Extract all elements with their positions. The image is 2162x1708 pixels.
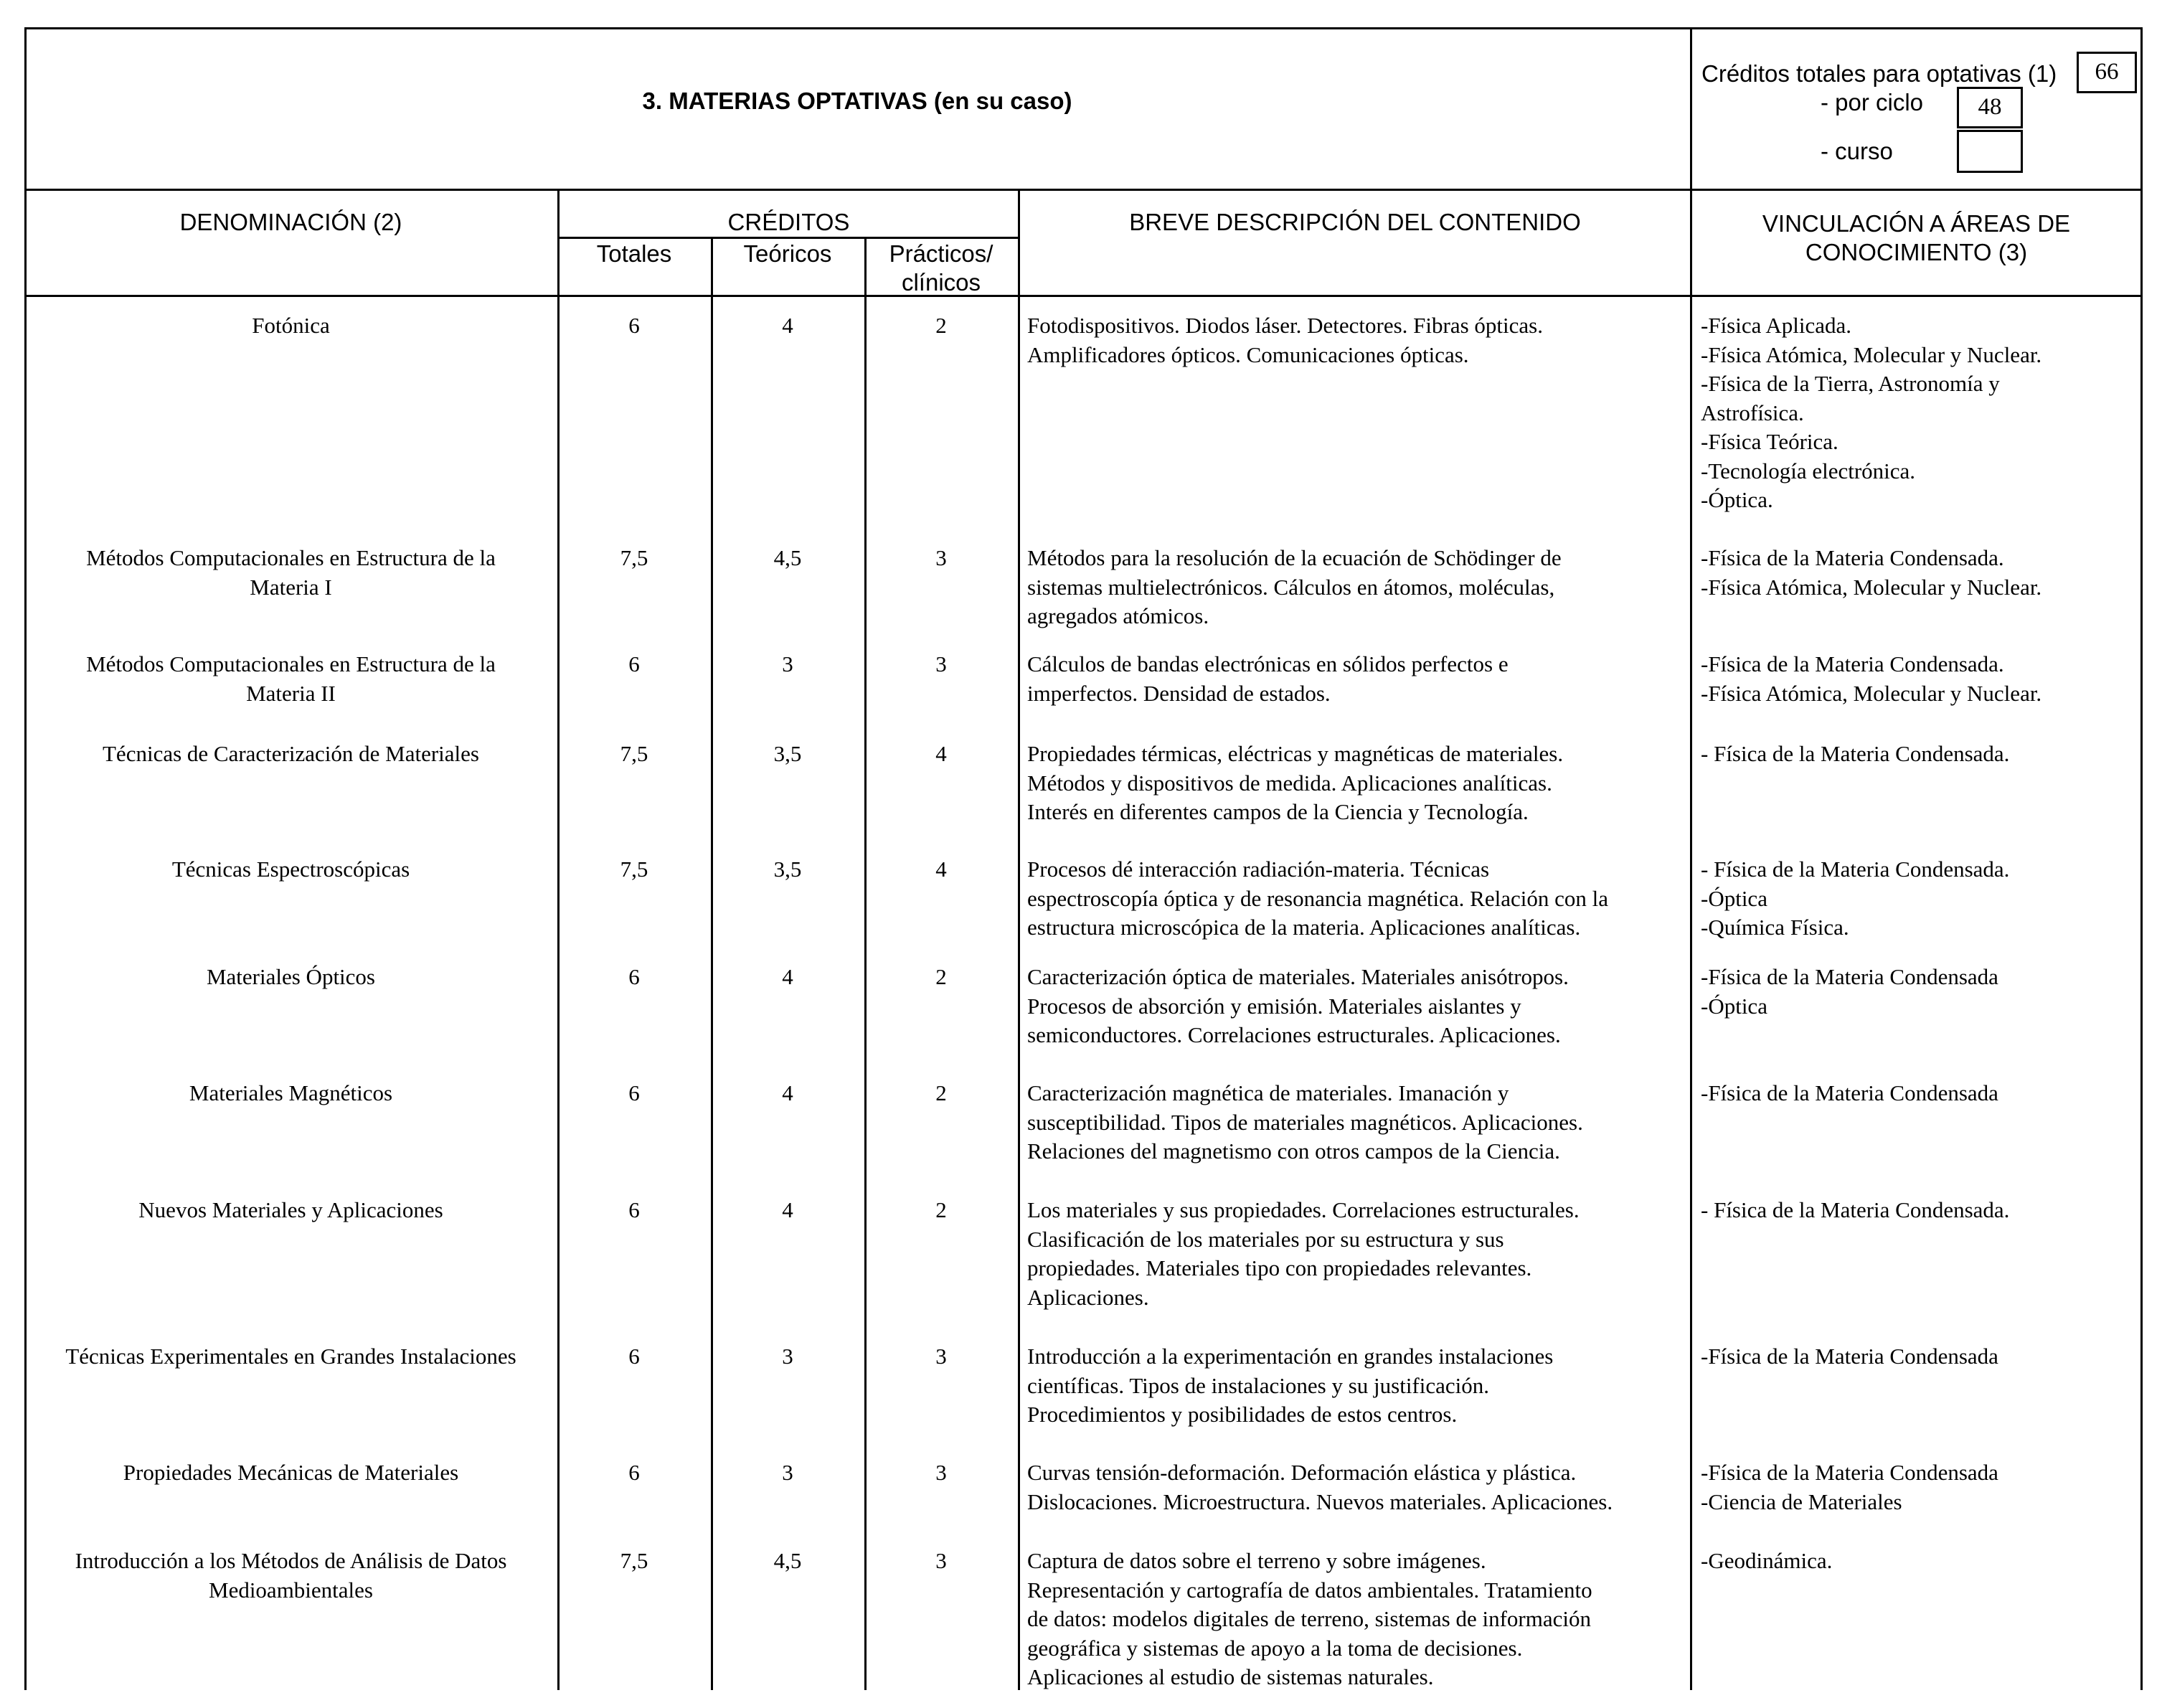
description-line: Propiedades térmicas, eléctricas y magnéticas de materiales. <box>1027 741 1564 766</box>
credits-practicos: 3 <box>935 1548 947 1573</box>
description-line: Cálculos de bandas electrónicas en sólidos perfectos e <box>1027 651 1509 676</box>
subject-name: Medioambientales <box>209 1577 373 1603</box>
subject-name: Materia II <box>246 680 336 706</box>
credits-practicos: 3 <box>935 545 947 570</box>
subject-name: Materiales Magnéticos <box>189 1080 393 1105</box>
credits-totales: 6 <box>628 964 640 989</box>
description-line: Caracterización óptica de materiales. Materiales anisótropos. <box>1027 964 1569 989</box>
subject-name: Técnicas de Caracterización de Materiales <box>103 741 479 766</box>
description-line: Introducción a la experimentación en grandes instalaciones <box>1027 1344 1554 1369</box>
area-line: -Física Aplicada. <box>1701 313 1852 338</box>
credits-totales: 6 <box>628 651 640 676</box>
credits-practicos: 2 <box>935 313 947 338</box>
area-line: - Física de la Materia Condensada. <box>1701 857 2010 882</box>
area-line: -Física Atómica, Molecular y Nuclear. <box>1701 341 2042 367</box>
area-line: -Física de la Materia Condensada <box>1701 1460 1998 1485</box>
area-line: -Física Atómica, Molecular y Nuclear. <box>1701 680 2042 706</box>
area-line: -Óptica <box>1701 885 1767 911</box>
description-line: Procedimientos y posibilidades de estos centros. <box>1027 1402 1458 1427</box>
credits-totales: 6 <box>628 313 640 338</box>
subject-name: Técnicas Espectroscópicas <box>171 857 410 882</box>
description-line: Dislocaciones. Microestructura. Nuevos materiales. Aplicaciones. <box>1027 1488 1613 1514</box>
per-cycle-box: 48 <box>1957 87 2023 128</box>
credits-teoricos: 3,5 <box>773 857 802 882</box>
description-line: Métodos y dispositivos de medida. Aplicaciones analíticas. <box>1027 770 1552 796</box>
subject-name: Métodos Computacionales en Estructura de la <box>86 545 496 570</box>
credits-teoricos: 3 <box>782 1344 793 1369</box>
description-line: propiedades. Materiales tipo con propiedades relevantes. <box>1027 1255 1532 1280</box>
credits-practicos: 2 <box>935 1197 947 1222</box>
description-line: imperfectos. Densidad de estados. <box>1027 680 1331 706</box>
credits-totales: 6 <box>628 1344 640 1369</box>
subject-name: Materiales Ópticos <box>206 964 375 989</box>
description-line: agregados atómicos. <box>1027 603 1209 628</box>
credits-totales: 7,5 <box>620 857 648 882</box>
description-line: semiconductores. Correlaciones estructurales. Aplicaciones. <box>1027 1022 1561 1047</box>
subject-name: Fotónica <box>252 313 330 338</box>
title-right-divider <box>1690 27 1692 1690</box>
col-divider-practicos <box>1018 189 1020 1690</box>
area-line: -Física de la Materia Condensada <box>1701 1344 1998 1369</box>
area-line: -Física Atómica, Molecular y Nuclear. <box>1701 574 2042 600</box>
title-row-bottom-border <box>24 189 2143 191</box>
area-line: -Física de la Materia Condensada <box>1701 1080 1998 1105</box>
credits-teoricos: 3,5 <box>773 741 802 766</box>
credits-teoricos: 3 <box>782 1460 793 1485</box>
credits-totales: 6 <box>628 1197 640 1222</box>
header-creditos: CRÉDITOS <box>727 209 850 235</box>
description-line: Fotodispositivos. Diodos láser. Detectores. Fibras ópticas. <box>1027 313 1543 338</box>
credits-total-box: 66 <box>2077 52 2137 93</box>
credits-teoricos: 4,5 <box>773 545 802 570</box>
subject-name: Técnicas Experimentales en Grandes Instalaciones <box>65 1344 516 1369</box>
subject-name: Propiedades Mecánicas de Materiales <box>123 1460 459 1485</box>
subject-name: Introducción a los Métodos de Análisis de Datos <box>75 1548 507 1573</box>
area-line: -Química Física. <box>1701 915 1849 940</box>
header-practicos-line2: clínicos <box>901 269 981 296</box>
area-line: -Geodinámica. <box>1701 1548 1833 1573</box>
credits-practicos: 2 <box>935 964 947 989</box>
header-row-bottom-border <box>24 295 2143 297</box>
header-totales: Totales <box>596 240 672 267</box>
credits-totales: 7,5 <box>620 741 648 766</box>
description-line: geográfica y sistemas de apoyo a la toma de decisiones. <box>1027 1635 1523 1661</box>
description-line: Captura de datos sobre el terreno y sobre imágenes. <box>1027 1548 1486 1573</box>
section-title: 3. MATERIAS OPTATIVAS (en su caso) <box>642 88 1072 114</box>
credits-practicos: 2 <box>935 1080 947 1105</box>
header-practicos <box>864 240 1018 297</box>
description-line: estructura microscópica de la materia. Aplicaciones analíticas. <box>1027 915 1581 940</box>
subject-name: Materia I <box>250 574 332 600</box>
credits-total-label: Créditos totales para optativas (1) <box>1701 60 2057 87</box>
credits-totales: 6 <box>628 1460 640 1485</box>
credits-teoricos: 4 <box>782 1197 793 1222</box>
table-right-border <box>2140 27 2143 1690</box>
description-line: científicas. Tipos de instalaciones y su justificación. <box>1027 1372 1490 1398</box>
header-vinculacion <box>1692 209 2140 267</box>
header-denominacion: DENOMINACIÓN (2) <box>179 209 402 235</box>
per-cycle-label: - por ciclo <box>1821 89 1924 115</box>
area-line: -Física Teórica. <box>1701 429 1838 454</box>
description-line: sistemas multielectrónicos. Cálculos en átomos, moléculas, <box>1027 574 1555 600</box>
description-line: Caracterización magnética de materiales. Imanación y <box>1027 1080 1509 1105</box>
credits-practicos: 3 <box>935 1344 947 1369</box>
area-line: - Física de la Materia Condensada. <box>1701 1197 2010 1222</box>
description-line: Procesos dé interacción radiación-materia. Técnicas <box>1027 857 1490 882</box>
description-line: Procesos de absorción y emisión. Materiales aislantes y <box>1027 993 1521 1019</box>
area-line: -Óptica. <box>1701 487 1773 512</box>
subject-name: Métodos Computacionales en Estructura de la <box>86 651 496 676</box>
table-top-border <box>24 27 2143 29</box>
area-line: -Física de la Materia Condensada. <box>1701 651 2004 676</box>
description-line: Aplicaciones. <box>1027 1284 1149 1310</box>
description-line: Los materiales y sus propiedades. Correlaciones estructurales. <box>1027 1197 1580 1222</box>
description-line: susceptibilidad. Tipos de materiales magnéticos. Aplicaciones. <box>1027 1109 1583 1135</box>
area-line: Astrofísica. <box>1701 400 1804 425</box>
credits-totales: 7,5 <box>620 545 648 570</box>
header-vinculacion-line1: VINCULACIÓN A ÁREAS DE <box>1762 210 2071 237</box>
area-line: -Ciencia de Materiales <box>1701 1488 1902 1514</box>
credits-practicos: 3 <box>935 1460 947 1485</box>
area-line: -Física de la Tierra, Astronomía y <box>1701 371 2000 396</box>
credits-teoricos: 4 <box>782 964 793 989</box>
description-line: Aplicaciones al estudio de sistemas naturales. <box>1027 1664 1434 1689</box>
description-line: de datos: modelos digitales de terreno, sistemas de información <box>1027 1606 1591 1631</box>
per-course-box <box>1957 130 2023 173</box>
header-teoricos: Teóricos <box>743 240 832 267</box>
area-line: -Física de la Materia Condensada. <box>1701 545 2004 570</box>
credits-practicos: 4 <box>935 857 947 882</box>
description-line: Relaciones del magnetismo con otros campos de la Ciencia. <box>1027 1138 1560 1164</box>
subject-name: Nuevos Materiales y Aplicaciones <box>138 1197 443 1222</box>
credits-practicos: 4 <box>935 741 947 766</box>
area-line: - Física de la Materia Condensada. <box>1701 741 2010 766</box>
description-line: Clasificación de los materiales por su estructura y sus <box>1027 1226 1504 1252</box>
credits-totales: 6 <box>628 1080 640 1105</box>
per-course-label: - curso <box>1821 138 1893 164</box>
creditos-subheader-line <box>557 237 1020 239</box>
description-line: Interés en diferentes campos de la Ciencia y Tecnología. <box>1027 799 1529 824</box>
area-line: -Tecnología electrónica. <box>1701 458 1916 483</box>
area-line: -Física de la Materia Condensada <box>1701 964 1998 989</box>
header-practicos-line1: Prácticos/ <box>889 240 993 267</box>
header-vinculacion-line2: CONOCIMIENTO (3) <box>1805 239 2028 265</box>
description-line: Métodos para la resolución de la ecuación de Schödinger de <box>1027 545 1562 570</box>
area-line: -Óptica <box>1701 993 1767 1019</box>
credits-teoricos: 4 <box>782 1080 793 1105</box>
description-line: Amplificadores ópticos. Comunicaciones ópticas. <box>1027 341 1469 367</box>
description-line: Curvas tensión-deformación. Deformación elástica y plástica. <box>1027 1460 1577 1485</box>
credits-teoricos: 4 <box>782 313 793 338</box>
header-descripcion: BREVE DESCRIPCIÓN DEL CONTENIDO <box>1129 209 1581 235</box>
credits-practicos: 3 <box>935 651 947 676</box>
description-line: espectroscopía óptica y de resonancia magnética. Relación con la <box>1027 885 1608 911</box>
credits-totales: 7,5 <box>620 1548 648 1573</box>
credits-teoricos: 3 <box>782 651 793 676</box>
credits-teoricos: 4,5 <box>773 1548 802 1573</box>
description-line: Representación y cartografía de datos ambientales. Tratamiento <box>1027 1577 1592 1603</box>
